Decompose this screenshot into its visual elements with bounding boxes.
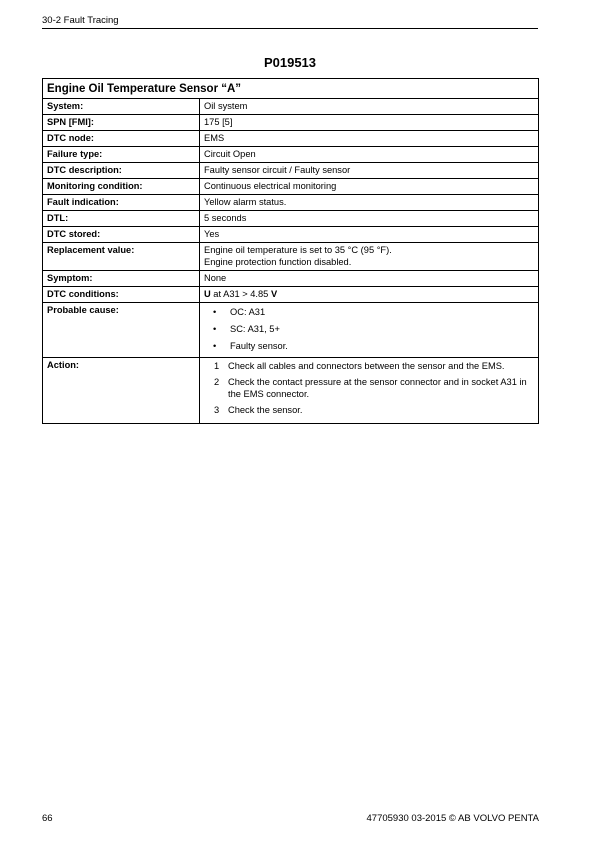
row-value bbox=[200, 243, 539, 271]
list-item-text: Faulty sensor. bbox=[230, 341, 288, 351]
condition-text: at A31 > 4.85 bbox=[210, 289, 271, 299]
table-title-row bbox=[43, 79, 539, 99]
table-row-dtc-conditions bbox=[43, 287, 539, 303]
cause-list bbox=[200, 303, 539, 358]
row-label: DTC conditions: bbox=[43, 287, 200, 303]
row-value: 5 seconds bbox=[200, 211, 539, 227]
table-row bbox=[43, 99, 539, 115]
row-label: DTC stored: bbox=[43, 227, 200, 243]
table-row bbox=[43, 211, 539, 227]
document-reference: 47705930 03-2015 © AB VOLVO PENTA bbox=[366, 813, 539, 824]
row-label: DTC description: bbox=[43, 163, 200, 179]
row-value: None bbox=[200, 271, 539, 287]
list-item bbox=[204, 403, 534, 419]
row-label: DTL: bbox=[43, 211, 200, 227]
bullet-mark: • bbox=[213, 341, 217, 351]
replacement-line-1: Engine oil temperature is set to 35 °C (95 °F). bbox=[204, 245, 392, 255]
row-label: System: bbox=[43, 99, 200, 115]
step-number: 2 bbox=[214, 377, 220, 387]
row-label: Probable cause: bbox=[43, 303, 200, 358]
table-row bbox=[43, 227, 539, 243]
table-row bbox=[43, 195, 539, 211]
section-title: 30-2 Fault Tracing bbox=[42, 15, 119, 26]
row-label: Failure type: bbox=[43, 147, 200, 163]
row-value: EMS bbox=[200, 131, 539, 147]
action-list bbox=[200, 358, 539, 424]
row-value: Faulty sensor circuit / Faulty sensor bbox=[200, 163, 539, 179]
list-item bbox=[204, 321, 534, 338]
table-row-symptom bbox=[43, 271, 539, 287]
table-row bbox=[43, 115, 539, 131]
list-item bbox=[204, 375, 534, 403]
step-text: Check the contact pressure at the sensor connector and in socket A31 in the EMS connector. bbox=[228, 377, 527, 399]
volt-unit: V bbox=[270, 289, 278, 299]
step-text: Check the sensor. bbox=[228, 405, 303, 415]
fault-code-title: P019513 bbox=[263, 55, 317, 70]
table-row-action bbox=[43, 358, 539, 424]
row-label: DTC node: bbox=[43, 131, 200, 147]
row-label: Fault indication: bbox=[43, 195, 200, 211]
table-row-probable-cause bbox=[43, 303, 539, 358]
row-value: Yes bbox=[200, 227, 539, 243]
row-value: Oil system bbox=[200, 99, 539, 115]
list-item bbox=[204, 359, 534, 375]
table-row-replacement bbox=[43, 243, 539, 271]
list-item bbox=[204, 304, 534, 321]
replacement-line-2: Engine protection function disabled. bbox=[204, 257, 352, 267]
bullet-mark: • bbox=[213, 324, 217, 334]
step-text: Check all cables and connectors between the sensor and the EMS. bbox=[228, 361, 505, 371]
fault-table bbox=[42, 78, 539, 424]
row-label: Action: bbox=[43, 358, 200, 424]
table-row bbox=[43, 147, 539, 163]
table-row bbox=[43, 131, 539, 147]
list-item-text: OC: A31 bbox=[230, 307, 266, 317]
table-row bbox=[43, 163, 539, 179]
row-label: Monitoring condition: bbox=[43, 179, 200, 195]
row-value: 175 [5] bbox=[200, 115, 539, 131]
table-title: Engine Oil Temperature Sensor “A” bbox=[43, 79, 539, 99]
row-label: SPN [FMI]: bbox=[43, 115, 200, 131]
page-header bbox=[42, 15, 538, 29]
page-number: 66 bbox=[42, 813, 53, 824]
list-item bbox=[204, 338, 534, 355]
row-label: Symptom: bbox=[43, 271, 200, 287]
list-item-text: SC: A31, 5+ bbox=[230, 324, 280, 334]
table-row bbox=[43, 179, 539, 195]
step-number: 3 bbox=[214, 405, 220, 415]
row-label: Replacement value: bbox=[43, 243, 200, 271]
voltage-symbol: U bbox=[204, 289, 211, 299]
row-value: Continuous electrical monitoring bbox=[200, 179, 539, 195]
bullet-mark: • bbox=[213, 307, 217, 317]
row-value: Yellow alarm status. bbox=[200, 195, 539, 211]
row-value bbox=[200, 287, 539, 303]
row-value: Circuit Open bbox=[200, 147, 539, 163]
step-number: 1 bbox=[214, 361, 220, 371]
